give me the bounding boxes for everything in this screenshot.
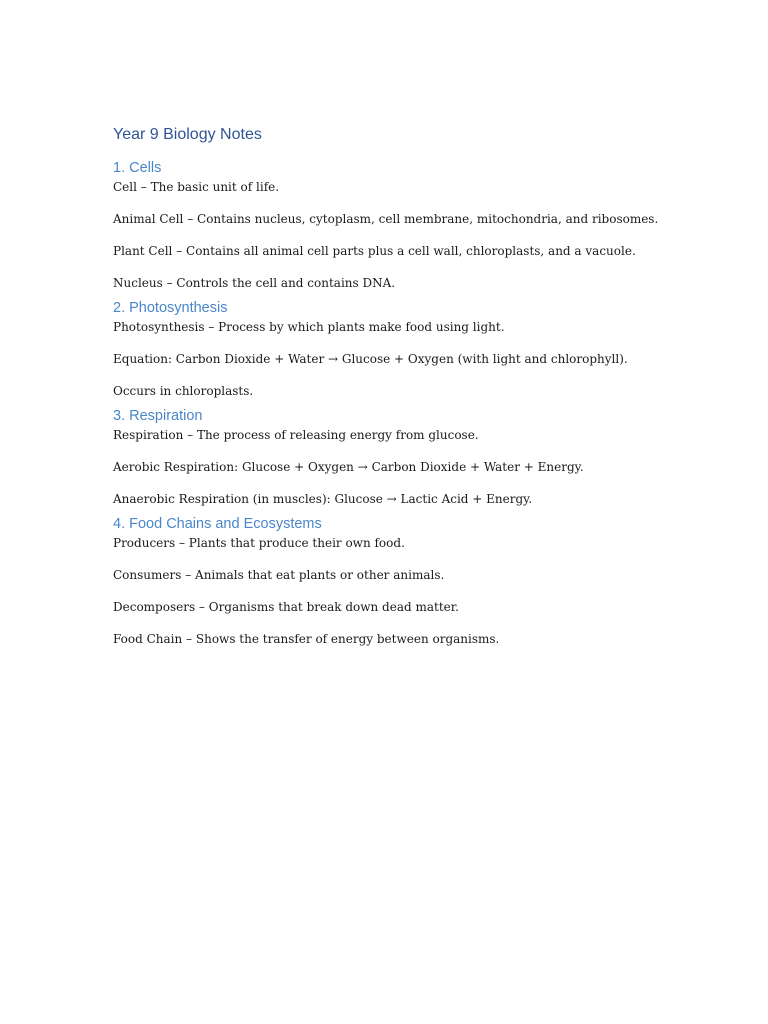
section-heading: 2. Photosynthesis — [113, 300, 228, 316]
section-food-chains — [113, 514, 713, 648]
paragraph: Food Chain – Shows the transfer of energy between organisms. — [113, 632, 500, 646]
paragraph: Decomposers – Organisms that break down dead matter. — [113, 600, 459, 614]
document-page — [113, 124, 713, 654]
paragraph: Cell – The basic unit of life. — [113, 180, 280, 194]
paragraph: Aerobic Respiration: Glucose + Oxygen → Carbon Dioxide + Water + Energy. — [113, 460, 584, 474]
section-heading: 4. Food Chains and Ecosystems — [113, 516, 322, 532]
section-heading: 1. Cells — [113, 160, 162, 176]
paragraph: Producers – Plants that produce their own food. — [113, 536, 405, 550]
paragraph: Nucleus – Controls the cell and contains DNA. — [113, 276, 396, 290]
paragraph: Occurs in chloroplasts. — [113, 384, 254, 398]
section-photosynthesis — [113, 298, 713, 400]
section-respiration — [113, 406, 713, 508]
section-heading: 3. Respiration — [113, 408, 203, 424]
paragraph: Equation: Carbon Dioxide + Water → Glucose + Oxygen (with light and chlorophyll). — [113, 352, 628, 366]
paragraph: Consumers – Animals that eat plants or other animals. — [113, 568, 445, 582]
paragraph: Anaerobic Respiration (in muscles): Glucose → Lactic Acid + Energy. — [113, 492, 533, 506]
paragraph: Respiration – The process of releasing energy from glucose. — [113, 428, 479, 442]
section-cells — [113, 158, 713, 292]
paragraph: Plant Cell – Contains all animal cell parts plus a cell wall, chloroplasts, and a vacuole. — [113, 244, 636, 258]
paragraph: Photosynthesis – Process by which plants make food using light. — [113, 320, 505, 334]
paragraph: Animal Cell – Contains nucleus, cytoplasm, cell membrane, mitochondria, and ribosomes. — [113, 212, 659, 226]
document-title: Year 9 Biology Notes — [113, 126, 262, 143]
